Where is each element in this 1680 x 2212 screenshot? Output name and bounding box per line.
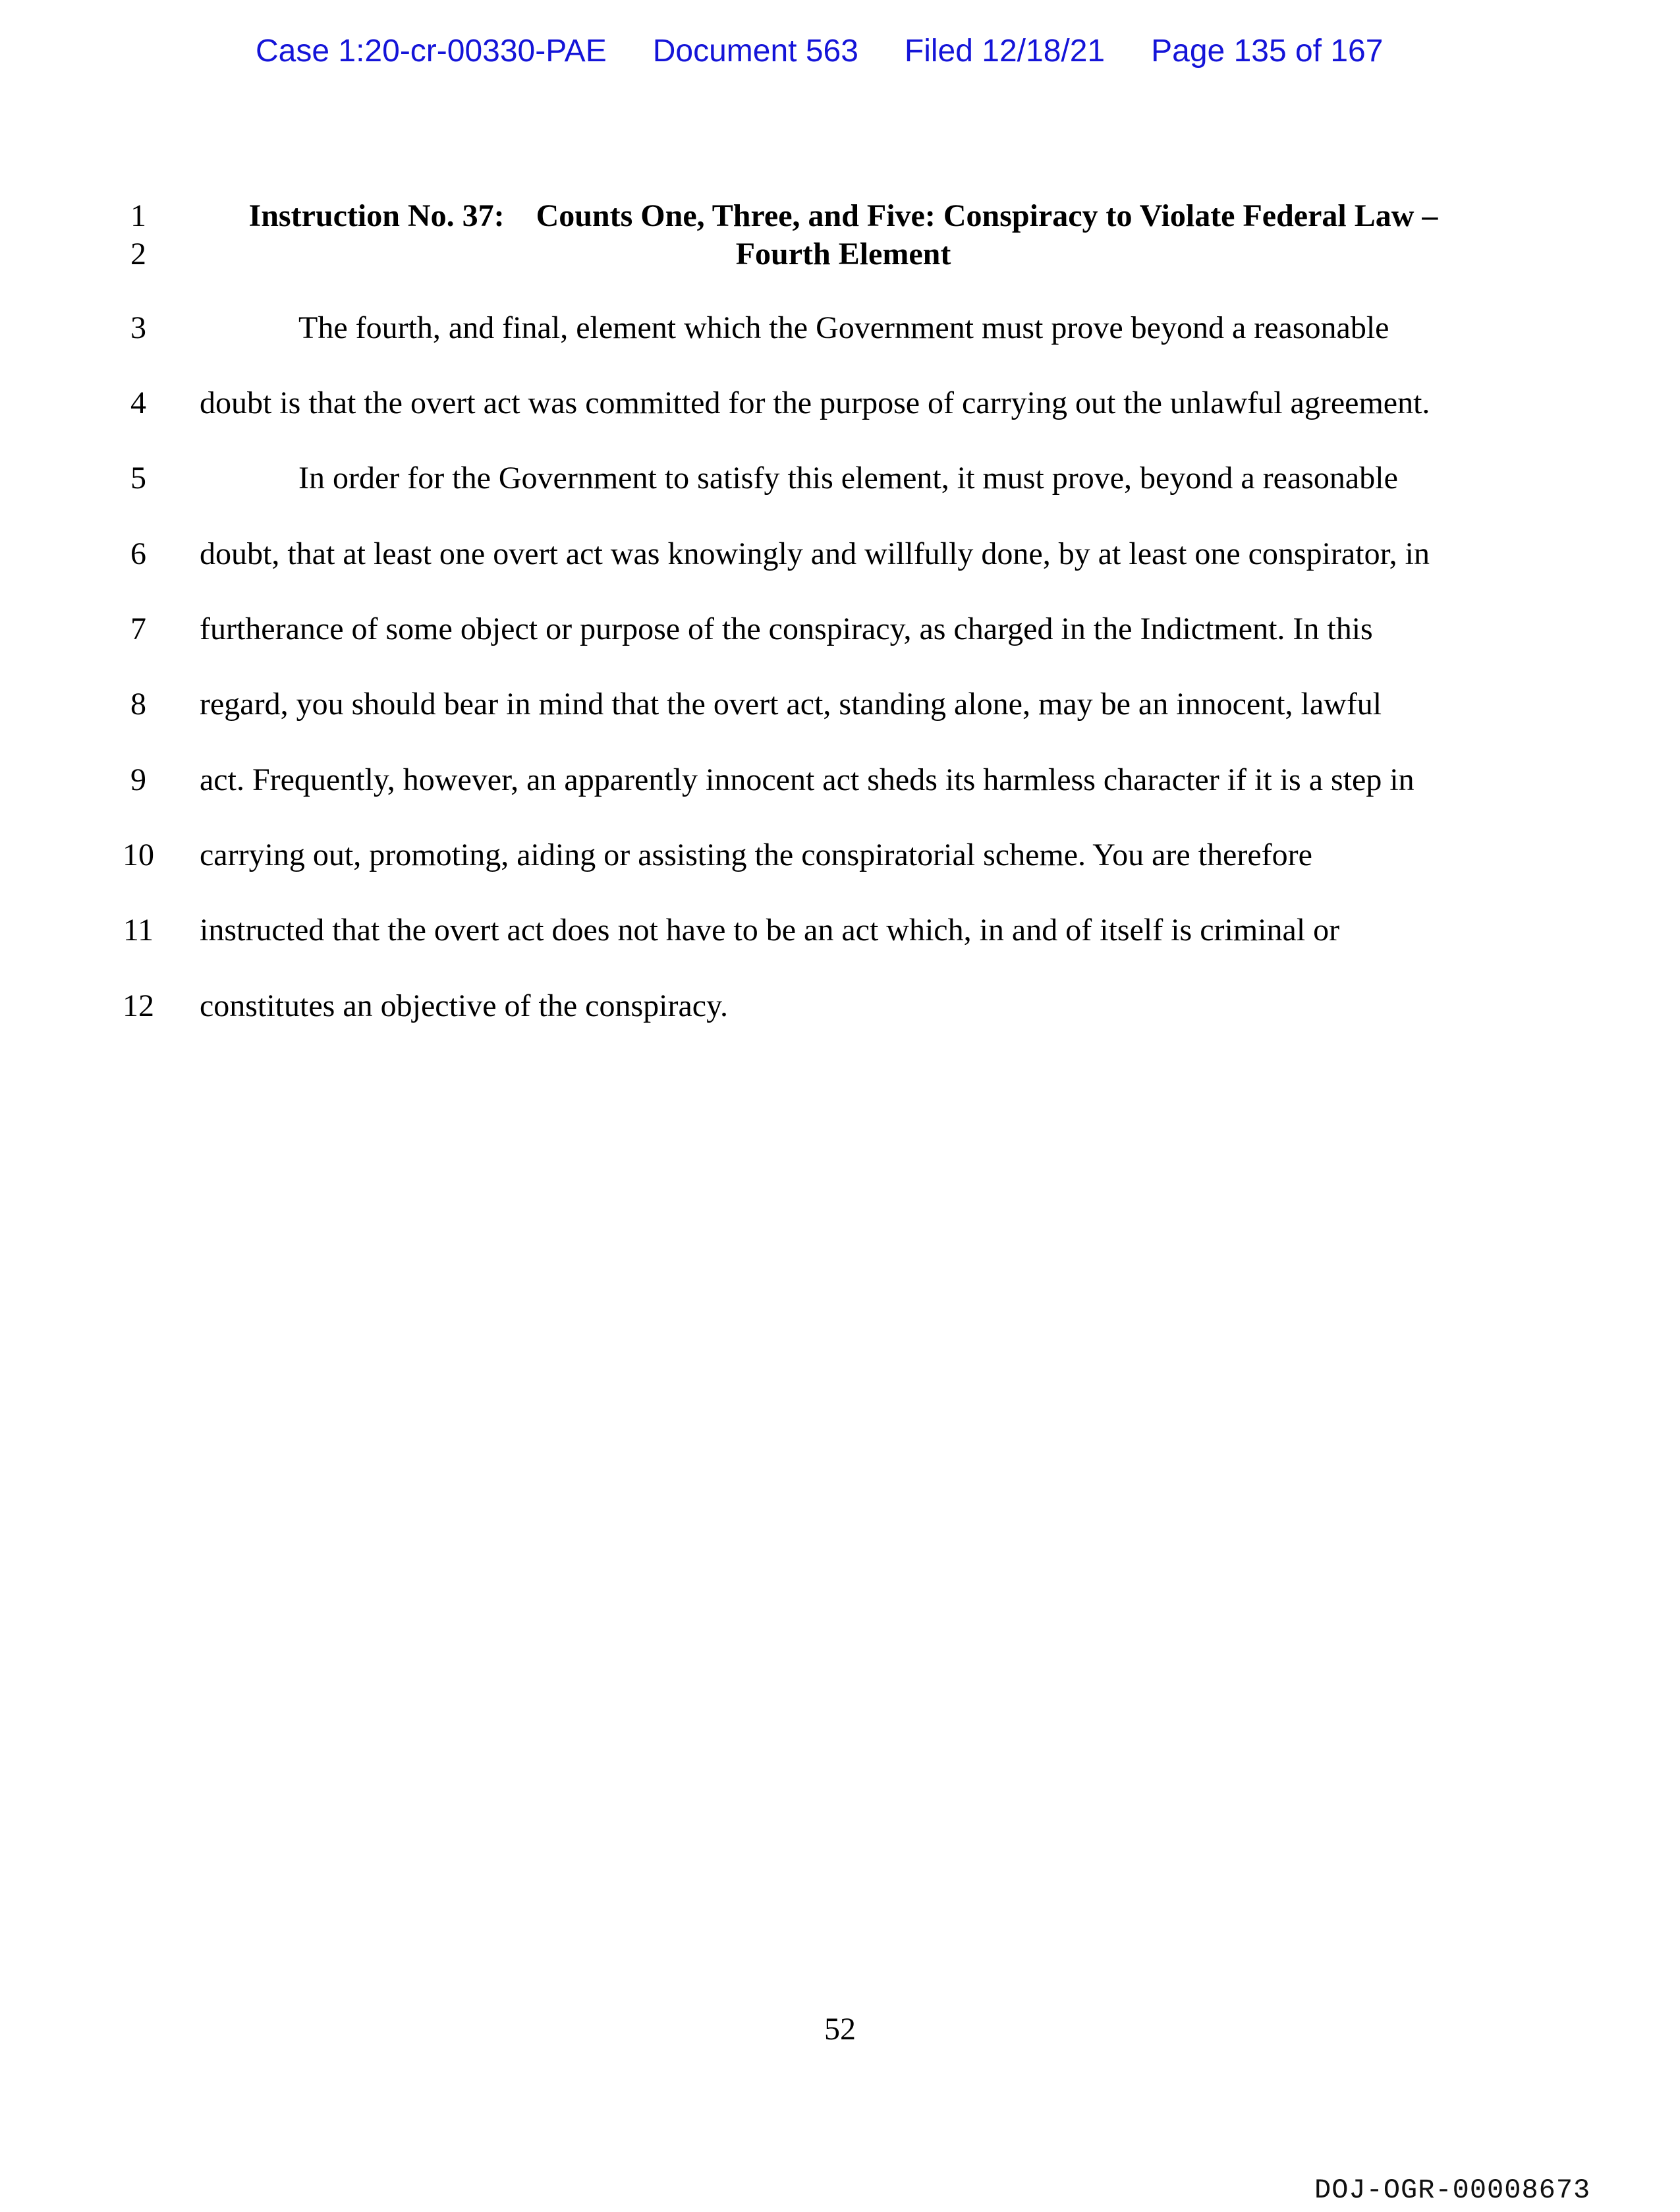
instruction-heading: Counts One, Three, and Five: Conspiracy to Violate Federal Law –	[536, 198, 1438, 233]
instruction-subtitle: Fourth Element	[735, 237, 951, 271]
body-line: doubt is that the overt act was committed for the purpose of carrying out the unlawful agreement.	[200, 385, 1430, 420]
line-number: 7	[130, 611, 146, 646]
body-line: furtherance of some object or purpose of the conspiracy, as charged in the Indictment. In this	[200, 611, 1373, 646]
line-number: 5	[130, 461, 146, 496]
bates-number: DOJ-OGR-00008673	[1314, 2174, 1591, 2206]
filed-date: Filed 12/18/21	[904, 34, 1106, 69]
line-number: 3	[130, 310, 146, 345]
line-number: 4	[130, 385, 146, 420]
body-line: carrying out, promoting, aiding or assisting the conspiratorial scheme. You are therefore	[200, 837, 1312, 872]
filing-header	[256, 33, 1383, 70]
line-number: 10	[123, 837, 154, 872]
page-count: Page 135 of 167	[1151, 34, 1384, 69]
body-line: doubt, that at least one overt act was knowingly and willfully done, by at least one conspirator, in	[200, 536, 1430, 571]
line-number: 6	[130, 536, 146, 571]
line-number: 12	[123, 988, 154, 1023]
case-number: Case 1:20-cr-00330-PAE	[256, 34, 607, 69]
instruction-number: Instruction No. 37:	[248, 198, 505, 233]
body-line: The fourth, and final, element which the Government must prove beyond a reasonable	[298, 310, 1389, 345]
body-line: constitutes an objective of the conspiracy.	[200, 988, 728, 1023]
page-number: 52	[824, 2012, 856, 2047]
instruction-title	[198, 198, 1489, 235]
line-number: 8	[130, 687, 146, 722]
line-number: 9	[130, 762, 146, 797]
body-line: regard, you should bear in mind that the overt act, standing alone, may be an innocent, lawful	[200, 687, 1382, 722]
body-line: In order for the Government to satisfy this element, it must prove, beyond a reasonable	[298, 461, 1398, 496]
line-number: 1	[130, 198, 146, 233]
document-number: Document 563	[652, 34, 858, 69]
line-number: 11	[123, 913, 154, 948]
body-line: act. Frequently, however, an apparently innocent act sheds its harmless character if it is a step in	[200, 762, 1414, 797]
body-line: instructed that the overt act does not have to be an act which, in and of itself is criminal or	[200, 913, 1340, 948]
line-number: 2	[130, 237, 146, 271]
